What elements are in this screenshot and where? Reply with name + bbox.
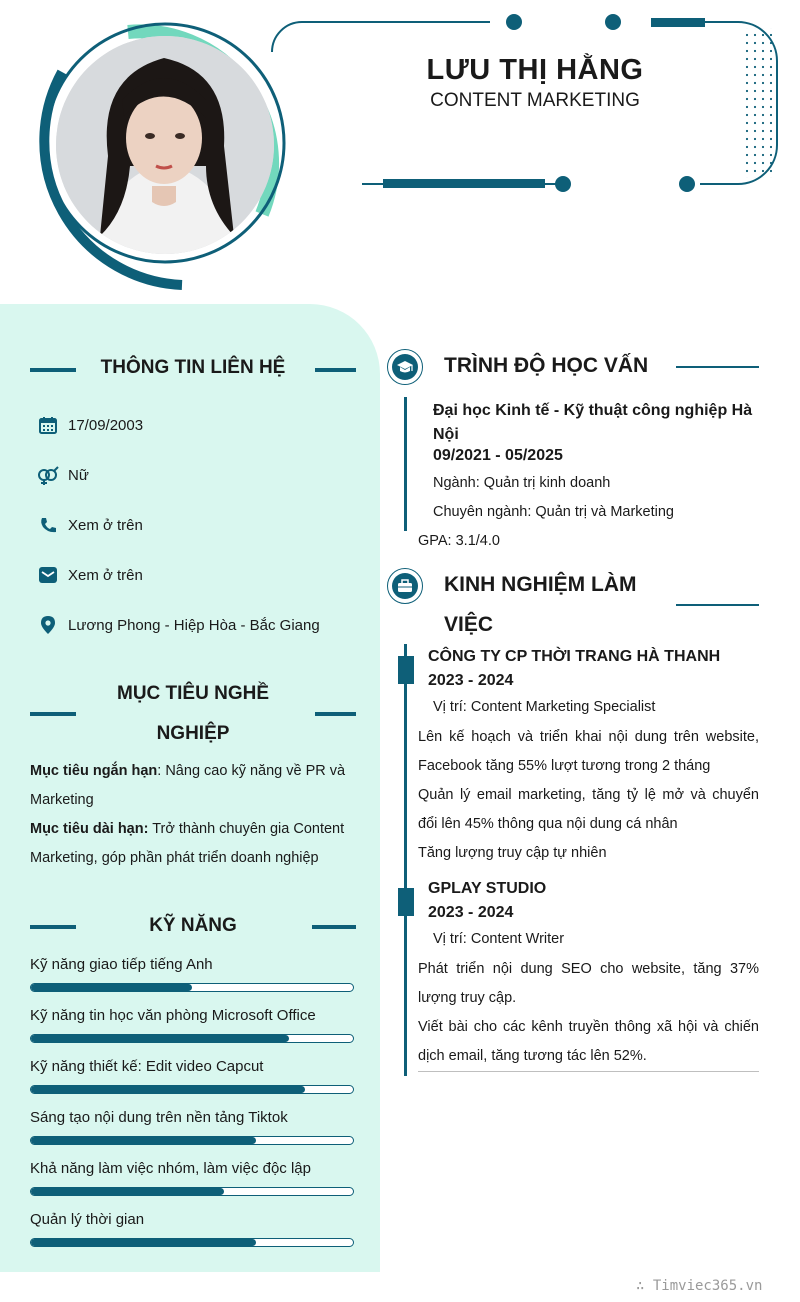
job-detail: Tăng lượng truy cập tự nhiên xyxy=(418,845,607,861)
timeline-marker xyxy=(398,888,414,916)
location-icon xyxy=(36,613,60,637)
job-detail: Phát triển nội dung SEO cho website, tăng 37% lượng truy cập. xyxy=(418,961,759,1006)
contact-text: Xem ở trên xyxy=(68,566,143,584)
education-major: Ngành: Quản trị kinh doanh xyxy=(433,475,611,491)
skill-bar-fill xyxy=(31,1086,305,1093)
contact-text: Nữ xyxy=(68,466,89,484)
frame-bar xyxy=(383,179,545,188)
contact-item xyxy=(36,563,143,587)
objective-long: Mục tiêu dài hạn: Trở thành chuyên gia Content Marketing, góp phần phát triển doanh nghiệp xyxy=(30,821,345,866)
skill-bar-fill xyxy=(31,1239,256,1246)
graduation-cap-icon xyxy=(396,360,414,374)
frame-dot xyxy=(679,176,695,192)
contact-text: Lương Phong - Hiệp Hòa - Bắc Giang xyxy=(68,616,320,634)
education-school: Đại học Kinh tế - Kỹ thuật công nghiệp Hà Nội xyxy=(433,402,753,443)
gender-icon xyxy=(36,463,60,487)
skill-bar xyxy=(30,1238,354,1247)
frame-dot xyxy=(555,176,571,192)
job-detail: Viết bài cho các kênh truyền thông xã hội và chiến dịch email, tăng tương tác lên 52%. xyxy=(418,1019,759,1064)
contact-title: THÔNG TIN LIÊN HỆ xyxy=(100,357,286,378)
job-company: CÔNG TY CP THỜI TRANG HÀ THANH xyxy=(428,648,721,665)
frame-dot xyxy=(506,14,522,30)
calendar-icon xyxy=(36,413,60,437)
experience-title: KINH NGHIỆM LÀM xyxy=(444,573,637,596)
divider xyxy=(418,1071,759,1072)
job-details xyxy=(418,955,759,1071)
job-company: GPLAY STUDIO xyxy=(428,880,547,897)
section-rule xyxy=(30,712,76,716)
section-rule xyxy=(676,604,759,606)
candidate-role: CONTENT MARKETING xyxy=(430,90,640,111)
experience-title-2: VIỆC xyxy=(444,613,494,636)
objective-title: MỤC TIÊU NGHỀ xyxy=(117,683,269,704)
education-gpa: GPA: 3.1/4.0 xyxy=(418,533,500,549)
experience-icon-frame xyxy=(387,568,423,604)
skill-bar-fill xyxy=(31,984,192,991)
objective-short: Mục tiêu ngắn hạn: Nâng cao kỹ năng về PR và Marketing xyxy=(30,763,346,808)
skill-label: Quản lý thời gian xyxy=(30,1211,145,1228)
contact-item xyxy=(36,463,89,487)
education-icon-frame xyxy=(387,349,423,385)
education-period: 09/2021 - 05/2025 xyxy=(433,447,563,464)
skill-label: Sáng tạo nội dung trên nền tảng Tiktok xyxy=(30,1109,288,1126)
candidate-name: LƯU THỊ HẰNG xyxy=(426,54,644,86)
timeline-bar xyxy=(404,397,407,531)
skill-bar-fill xyxy=(31,1188,224,1195)
skill-bar xyxy=(30,983,354,992)
education-specialty: Chuyên ngành: Quản trị và Marketing xyxy=(433,504,674,520)
skill-bar xyxy=(30,1034,354,1043)
job-period: 2023 - 2024 xyxy=(428,904,514,921)
skill-bar-fill xyxy=(31,1137,256,1144)
objective-text xyxy=(30,757,356,873)
timeline-bar xyxy=(404,644,407,1076)
briefcase-icon xyxy=(397,579,413,593)
education-title: TRÌNH ĐỘ HỌC VẤN xyxy=(444,354,649,377)
skill-label: Kỹ năng thiết kế: Edit video Capcut xyxy=(30,1058,264,1075)
skill-bar xyxy=(30,1136,354,1145)
job-detail: Quản lý email marketing, tăng tỷ lệ mở và chuyển đổi lên 45% thông qua nội dung cá nhân xyxy=(418,787,759,832)
job-details xyxy=(418,723,759,868)
job-position: Vị trí: Content Marketing Specialist xyxy=(433,699,656,715)
frame-dot-pattern xyxy=(742,28,772,178)
skills-title: KỸ NĂNG xyxy=(149,915,237,936)
section-rule xyxy=(315,712,356,716)
skill-bar xyxy=(30,1187,354,1196)
skill-bar-fill xyxy=(31,1035,289,1042)
email-icon xyxy=(36,563,60,587)
phone-icon xyxy=(36,513,60,537)
contact-text: 17/09/2003 xyxy=(68,416,144,434)
frame-top-line xyxy=(272,22,490,52)
contact-text: Xem ở trên xyxy=(68,516,143,534)
contact-item xyxy=(36,613,320,637)
portrait-illustration xyxy=(56,36,274,254)
contact-item xyxy=(36,413,143,437)
skill-label: Kỹ năng giao tiếp tiếng Anh xyxy=(30,956,213,973)
watermark: ∴ Timviec365.vn xyxy=(636,1278,763,1294)
contact-item xyxy=(36,513,143,537)
objective-title-2: NGHIỆP xyxy=(156,723,230,744)
job-position: Vị trí: Content Writer xyxy=(433,931,565,947)
job-period: 2023 - 2024 xyxy=(428,672,514,689)
skill-label: Khả năng làm việc nhóm, làm việc độc lập xyxy=(30,1160,311,1177)
job-detail: Lên kế hoạch và triển khai nội dung trên website, Facebook tăng 55% lượt tương trong 2 tháng xyxy=(418,729,759,774)
skill-bar xyxy=(30,1085,354,1094)
timeline-marker xyxy=(398,656,414,684)
section-rule xyxy=(676,366,759,368)
skill-label: Kỹ năng tin học văn phòng Microsoft Office xyxy=(30,1007,316,1024)
frame-bar xyxy=(651,18,705,27)
avatar xyxy=(56,36,274,254)
frame-dot xyxy=(605,14,621,30)
